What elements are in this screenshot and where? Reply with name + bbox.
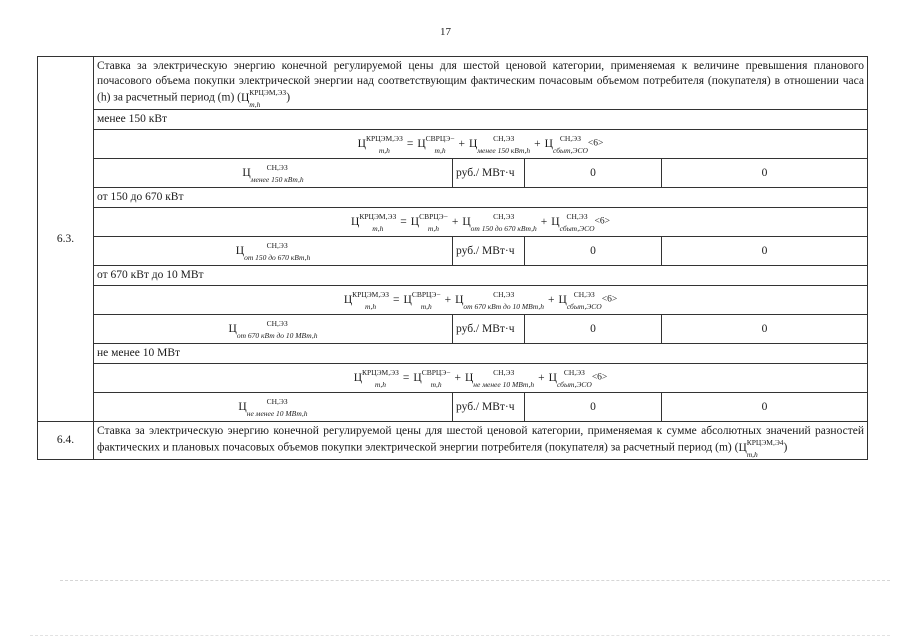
value-row [38,315,868,344]
footnote-ref: <6> [591,372,608,383]
rate-symbol: Ц СН,ЭЗ от 670 кВт до 10 МВт,h [228,319,318,340]
formula: Ц КРЦЭМ,ЭЗ m,h = Ц СВРЦЭ− m,h + Ц СН,ЭЗ менее 150 кВт,h + Ц СН,ЭЗ сбыт,ЭСО <6> [94,130,868,159]
value-cell-2: 0 [662,315,868,344]
value-row [38,237,868,266]
term3-symbol: Ц СН,ЭЗ сбыт,ЭСО [548,368,592,389]
row-description: Ставка за электрическую энергию конечной регулируемой цены для шестой ценовой категории, применяемая к сумме абсолютных значений разностей фактических и плановых почасовых объемов покупки электрической энергии потребителя (покупателя) за расчетный период (m) (Ц КРЦЭМ,Э4 m,h ) [94,422,868,460]
rate-symbol-cell [94,393,453,422]
footnote-ref: <6> [601,294,618,305]
value-cell-2: 0 [662,393,868,422]
lhs-symbol: Ц КРЦЭМ,ЭЗ m,h [343,290,390,311]
formula: Ц КРЦЭМ,ЭЗ m,h = Ц СВРЦЭ− m,h + Ц СН,ЭЗ от 150 до 670 кВт,h + Ц СН,ЭЗ сбыт,ЭСО <6> [94,208,868,237]
formula-row [38,364,868,393]
term1-symbol: Ц СВРЦЭ− m,h [403,290,441,311]
rate-symbol: Ц СН,ЭЗ менее 150 кВт,h [242,163,304,184]
value-row [38,393,868,422]
formula-row [38,286,868,315]
formula-row [38,130,868,159]
rate-symbol-cell [94,159,453,188]
unit-cell: руб./ МВт·ч [453,237,525,266]
footnote-ref: <6> [587,138,604,149]
footnote-ref: <6> [594,216,610,227]
term1-symbol: Ц СВРЦЭ− m,h [413,368,451,389]
value-row [38,159,868,188]
description-text: Ставка за электрическую энергию конечной регулируемой цены для шестой ценовой категории, применяемая к величине превышения планового почасового объема покупки электрической энергии над соответствующим фактическим почасовым объемом потребителя (покупателя) в отношении часа (h) за расчетный период (m) ( [97,60,864,104]
capacity-label: от 670 кВт до 10 МВт [94,266,868,286]
scan-artifact-line [60,580,890,581]
row-number: 6.4. [38,422,94,460]
block-label-row [38,188,868,208]
block-label-row [38,344,868,364]
unit-cell: руб./ МВт·ч [453,159,525,188]
term3-symbol: Ц СН,ЭЗ сбыт,ЭСО [544,134,588,155]
description-symbol: Ц КРЦЭМ,ЭЗ m,h [240,88,287,109]
unit-cell: руб./ МВт·ч [453,315,525,344]
term3-symbol: Ц СН,ЭЗ сбыт,ЭСО [558,290,602,311]
rate-symbol-cell [94,237,453,266]
tariff-table [37,56,868,460]
lhs-symbol: Ц КРЦЭМ,ЭЗ m,h [357,134,403,155]
formula-row [38,208,868,237]
block-label-row [38,110,868,130]
rate-symbol-cell [94,315,453,344]
scan-artifact-line [30,635,890,636]
term2-symbol: Ц СН,ЭЗ менее 150 кВт,h [468,134,531,155]
row-number: 6.3. [38,57,94,422]
row-description: Ставка за электрическую энергию конечной регулируемой цены для шестой ценовой категории, применяемая к величине превышения планового почасового объема покупки электрической энергии над соответствующим фактическим почасовым объемом потребителя (покупателя) в отношении часа (h) за расчетный период (m) (Ц КРЦЭМ,ЭЗ m,h ) [94,57,868,110]
capacity-label: менее 150 кВт [94,110,868,130]
value-cell-2: 0 [662,159,868,188]
term1-symbol: Ц СВРЦЭ− m,h [410,212,448,233]
lhs-symbol: Ц КРЦЭМ,ЭЗ m,h [353,368,399,389]
table-row-6-3 [38,57,868,110]
value-cell-1: 0 [525,237,662,266]
capacity-label: от 150 до 670 кВт [94,188,868,208]
term2-symbol: Ц СН,ЭЗ не менее 10 МВт,h [464,368,535,389]
formula: Ц КРЦЭМ,ЭЗ m,h = Ц СВРЦЭ− m,h + Ц СН,ЭЗ не менее 10 МВт,h + Ц СН,ЭЗ сбыт,ЭСО <6> [94,364,868,393]
term3-symbol: Ц СН,ЭЗ сбыт,ЭСО [551,212,595,233]
value-cell-1: 0 [525,159,662,188]
table-body [38,57,868,460]
table-row-6-4 [38,422,868,460]
term1-symbol: Ц СВРЦЭ− m,h [417,134,455,155]
description-text: Ставка за электрическую энергию конечной регулируемой цены для шестой ценовой категории, применяемая к сумме абсолютных значений разностей фактических и плановых почасовых объемов покупки электрической энергии потребителя (покупателя) за расчетный период (m) ( [97,425,864,454]
capacity-label: не менее 10 МВт [94,344,868,364]
value-cell-2: 0 [662,237,868,266]
value-cell-1: 0 [525,315,662,344]
rate-symbol: Ц СН,ЭЗ не менее 10 МВт,h [238,397,308,418]
block-label-row [38,266,868,286]
rate-symbol: Ц СН,ЭЗ от 150 до 670 кВт,h [235,241,311,262]
unit-cell: руб./ МВт·ч [453,393,525,422]
term2-symbol: Ц СН,ЭЗ от 150 до 670 кВт,h [462,212,537,233]
lhs-symbol: Ц КРЦЭМ,ЭЗ m,h [351,212,397,233]
page-number: 17 [440,26,451,38]
term2-symbol: Ц СН,ЭЗ от 670 кВт до 10 МВт,h [455,290,545,311]
description-symbol: Ц КРЦЭМ,Э4 m,h [738,438,784,459]
value-cell-1: 0 [525,393,662,422]
formula: Ц КРЦЭМ,ЭЗ m,h = Ц СВРЦЭ− m,h + Ц СН,ЭЗ от 670 кВт до 10 МВт,h + Ц СН,ЭЗ сбыт,ЭСО <6> [94,286,868,315]
